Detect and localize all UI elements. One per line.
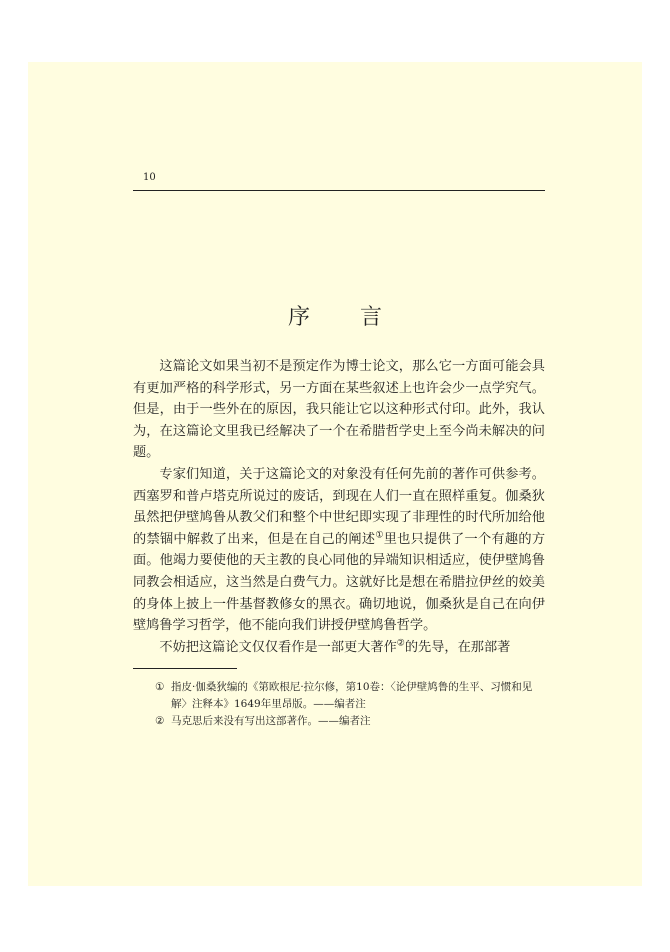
chapter-title: 序言 — [287, 305, 432, 330]
footnote-ref-1[interactable]: ① — [375, 530, 384, 541]
footnote-mark: ① — [155, 681, 165, 693]
footnote-mark: ② — [155, 715, 165, 727]
paragraph-2: 专家们知道，关于这篇论文的对象没有任何先前的著作可供参考。西塞罗和普卢塔克所说过的废话，到现在人们一直在照样重复。伽桑狄虽然把伊壁鸠鲁从教父们和整个中世纪即实现了非理性的时代所加给他的禁锢中解救了出来，但是在自己的阐述①里也只提供了一个有趣的方面。他竭力要使他的天主教的良心同他的异端知识相适应，使伊壁鸠鲁同教会相适应，这当然是白费气力。这就好比是想在希腊拉伊丝的姣美的身体上披上一件基督教修女的黑衣。确切地说，伽桑狄是自己在向伊壁鸠鲁学习哲学，他不能向我们讲授伊壁鸠鲁哲学。 — [133, 466, 546, 634]
footnote-1 — [133, 679, 545, 713]
footnote-text: 指皮·伽桑狄编的《第欧根尼·拉尔修，第10卷：〈论伊壁鸠鲁的生平、习惯和见解〉注释本》1649年里昂版。——编者注 — [171, 681, 533, 710]
footnote-2 — [133, 713, 545, 730]
footnotes — [133, 679, 545, 730]
footnote-ref-2[interactable]: ② — [396, 638, 405, 649]
page-header — [133, 170, 545, 191]
page-number: 10 — [143, 172, 156, 183]
footnote-text: 马克思后来没有写出这部著作。——编者注 — [171, 715, 371, 727]
body-text — [133, 356, 545, 658]
paragraph-1: 这篇论文如果当初不是预定作为博士论文，那么它一方面可能会具有更加严格的科学形式，另一方面在某些叙述上也许会少一点学究气。但是，由于一些外在的原因，我只能让它以这种形式付印。此外，我认为，在这篇论文里我已经解决了一个在希腊哲学史上至今尚未解决的问题。 — [133, 359, 545, 461]
paragraph-3: 不妨把这篇论文仅仅看作是一部更大著作②的先导，在那部著 — [159, 638, 511, 655]
book-page — [28, 62, 642, 886]
footnote-divider — [133, 668, 237, 669]
